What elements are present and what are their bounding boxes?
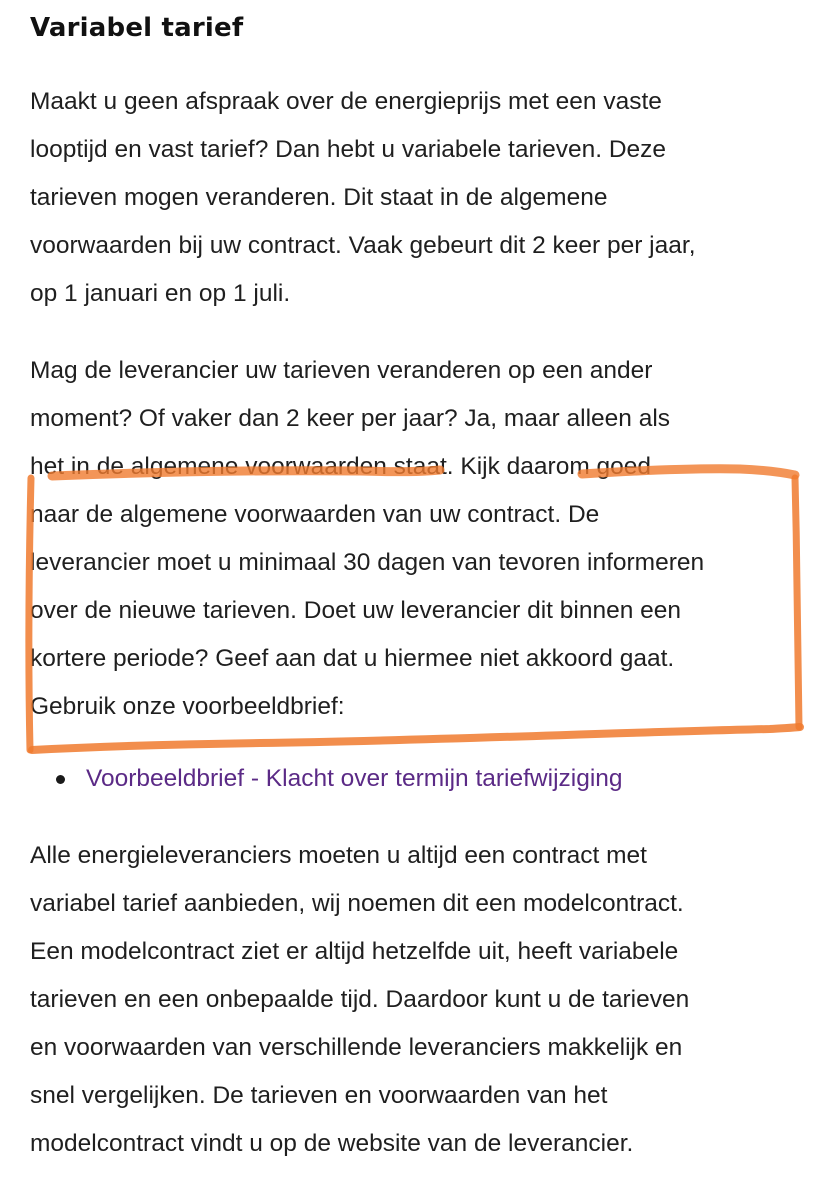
paragraph-line: Mag de leverancier uw tarieven veranderen op een ander [30,357,653,384]
paragraph-line: voorwaarden bij uw contract. Vaak gebeurt dit 2 keer per jaar, [30,232,696,259]
paragraph-line: moment? Of vaker dan 2 keer per jaar? Ja, maar alleen als [30,405,671,432]
paragraph-line: Een modelcontract ziet er altijd hetzelfde uit, heeft variabele [30,938,679,965]
paragraph-line: naar de algemene voorwaarden van uw contract. De [30,501,600,528]
paragraph-line: looptijd en vast tarief? Dan hebt u variabele tarieven. Deze [30,136,667,163]
section-heading: Variabel tarief [30,13,244,43]
paragraph-line: Alle energieleveranciers moeten u altijd een contract met [30,842,647,869]
paragraph-line: op 1 januari en op 1 juli. [30,280,291,307]
paragraph-line: kortere periode? Geef aan dat u hiermee niet akkoord gaat. [30,645,675,672]
paragraph-model-contract [30,832,689,1168]
bullet-dot-icon [56,775,65,784]
paragraph-line: tarieven en een onbepaalde tijd. Daardoor kunt u de tarieven [30,986,690,1013]
paragraph-line: modelcontract vindt u op de website van de leverancier. [30,1130,634,1157]
paragraph-line: Maakt u geen afspraak over de energieprijs met een vaste [30,88,662,115]
paragraph-line: tarieven mogen veranderen. Dit staat in de algemene [30,184,608,211]
paragraph-line: Gebruik onze voorbeeldbrief: [30,693,345,720]
paragraph-intro [30,78,696,318]
paragraph-change-moment [30,347,704,731]
paragraph-line: snel vergelijken. De tarieven en voorwaarden van het [30,1082,608,1109]
paragraph-line: het in de algemene voorwaarden staat. Kijk daarom goed [30,453,652,480]
paragraph-line: variabel tarief aanbieden, wij noemen dit een modelcontract. [30,890,684,917]
list-item [0,755,623,803]
example-letter-link[interactable]: Voorbeeldbrief - Klacht over termijn tariefwijziging [86,765,623,792]
annotation-stroke-right [795,478,799,727]
paragraph-line: en voorwaarden van verschillende leveranciers makkelijk en [30,1034,683,1061]
link-list [0,755,623,803]
paragraph-line: over de nieuwe tarieven. Doet uw leverancier dit binnen een [30,597,682,624]
paragraph-line: leverancier moet u minimaal 30 dagen van tevoren informeren [30,549,705,576]
